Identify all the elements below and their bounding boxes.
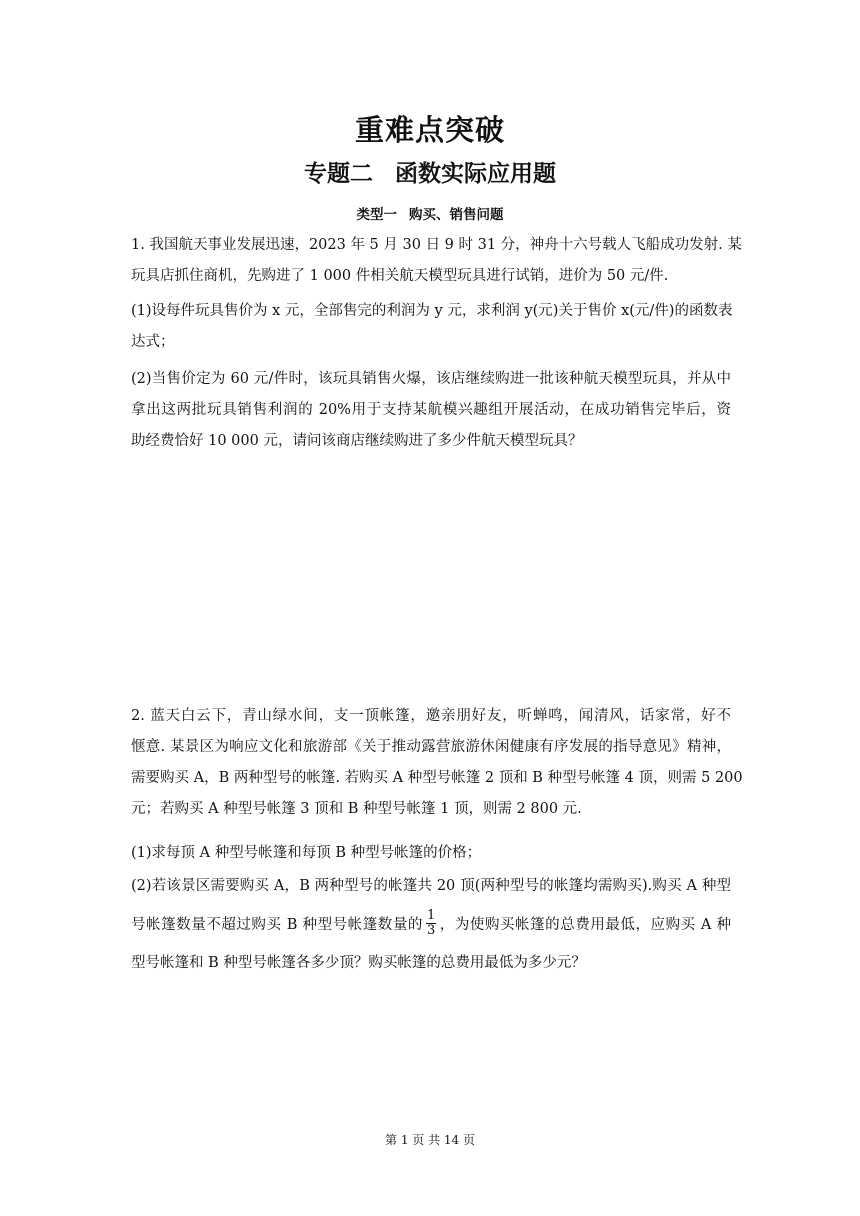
text-line: 拿出这两批玩具销售利润的 20%用于支持某航模兴趣组开展活动，在成功销售完毕后，资 [131, 402, 731, 418]
question-2-part-2 [131, 871, 731, 979]
fraction-denominator: 3 [426, 922, 436, 938]
text-line: 元；若购买 A 种型号帐篷 3 顶和 B 种型号帐篷 1 顶，则需 2 800 元. [131, 801, 582, 817]
question-1-part-1 [131, 296, 731, 358]
fraction-numerator: 1 [426, 907, 436, 923]
section-number: 类型一 [356, 207, 397, 223]
text-line: 型号帐篷和 B 种型号帐篷各多少顶？购买帐篷的总费用最低为多少元？ [131, 955, 586, 971]
text-line: (1)求每顶 A 种型号帐篷和每顶 B 种型号帐篷的价格； [131, 845, 482, 861]
question-2-stem [131, 701, 743, 825]
question-1-stem [131, 230, 742, 292]
text-line: 助经费恰好 10 000 元，请问该商店继续购进了多少件航天模型玩具？ [131, 433, 583, 449]
text-line: (2)若该景区需要购买 A，B 两种型号的帐篷共 20 顶(两种型号的帐篷均需购买).购买 A 种型 [131, 878, 731, 894]
page-title: 重难点突破 [354, 113, 505, 147]
topic-name: 函数实际应用题 [395, 161, 556, 187]
page-footer: 第 1 页 共 14 页 [385, 1133, 475, 1147]
text-line: 达式； [131, 334, 175, 350]
fraction-one-third [426, 909, 436, 938]
text-segment: 号帐篷数量不超过购买 B 种型号帐篷数量的 [131, 917, 423, 933]
text-line: 惬意. 某景区为响应文化和旅游部《关于推动露营旅游休闲健康有序发展的指导意见》精神， [131, 739, 731, 755]
question-1-part-2 [131, 364, 731, 457]
text-line: 需要购买 A，B 两种型号的帐篷. 若购买 A 种型号帐篷 2 顶和 B 种型号帐篷 4 顶，则需 5 200 [131, 770, 743, 786]
section-heading [0, 203, 860, 223]
text-line: 玩具店抓住商机，先购进了 1 000 件相关航天模型玩具进行试销，进价为 50 元/件. [131, 268, 669, 284]
section-name: 购买、销售问题 [409, 207, 504, 223]
question-2-part-1 [131, 838, 731, 869]
text-line: (2)当售价定为 60 元/件时，该玩具销售火爆，该店继续购进一批该种航天模型玩具，并从中 [131, 371, 731, 387]
text-line: 2. 蓝天白云下，青山绿水间，支一顶帐篷，邀亲朋好友，听蝉鸣，闻清风，话家常，好不 [131, 708, 731, 724]
topic-number: 专题二 [304, 161, 373, 187]
text-segment: ，为使购买帐篷的总费用最低，应购买 A 种 [439, 917, 731, 933]
text-line: (1)设每件玩具售价为 x 元，全部售完的利润为 y 元，求利润 y(元)关于售价 x(元/件)的函数表 [131, 303, 733, 319]
text-line-with-fraction [131, 902, 731, 948]
topic-title [0, 155, 860, 188]
text-line: 1. 我国航天事业发展迅速，2023 年 5 月 30 日 9 时 31 分，神舟十六号载人飞船成功发射. 某 [131, 237, 742, 253]
